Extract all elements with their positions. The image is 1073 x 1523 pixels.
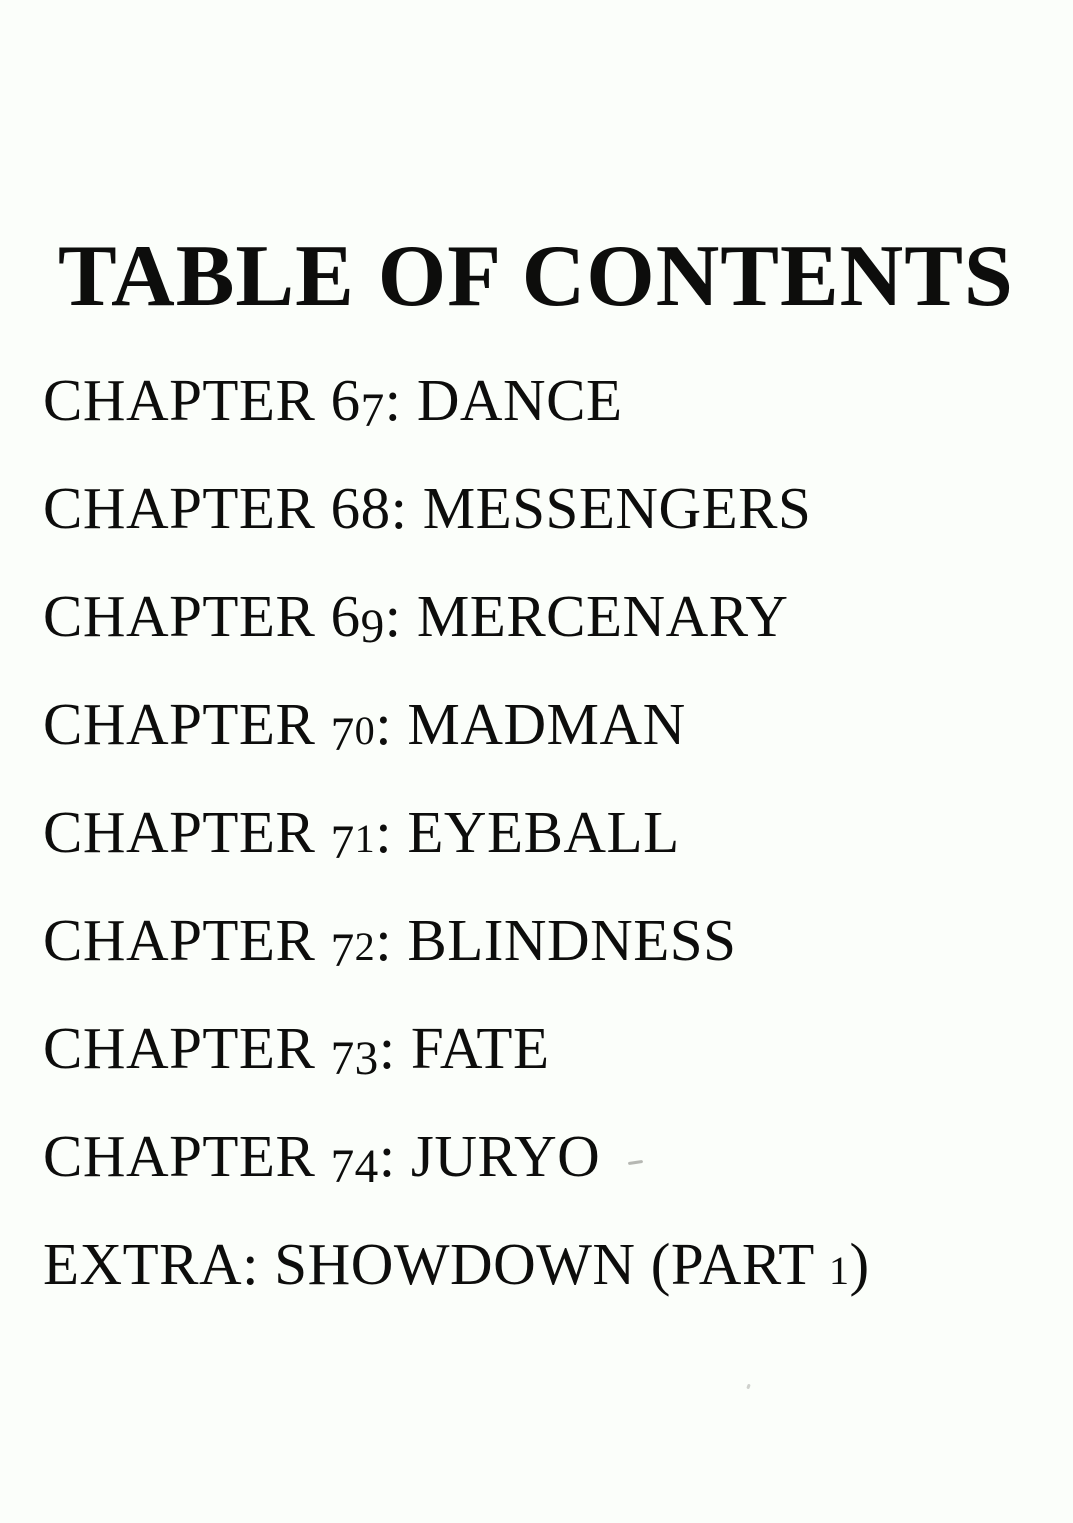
- toc-entry-chapter-72: CHAPTER 72: BLINDNESS: [43, 907, 737, 978]
- toc-entry-extra-showdown: EXTRA: SHOWDOWN (PART 1): [43, 1231, 870, 1297]
- toc-entry-chapter-69: CHAPTER 69: MERCENARY: [43, 583, 789, 654]
- scan-speck-dash: [628, 1160, 643, 1165]
- toc-entry-chapter-73: CHAPTER 73: FATE: [43, 1015, 550, 1086]
- toc-entry-chapter-67: CHAPTER 67: DANCE: [43, 367, 623, 438]
- page-title: TABLE OF CONTENTS: [58, 228, 1014, 325]
- scan-speck-dot: [746, 1384, 751, 1390]
- toc-entry-chapter-71: CHAPTER 71: EYEBALL: [43, 799, 680, 870]
- toc-entry-chapter-70: CHAPTER 70: MADMAN: [43, 691, 686, 762]
- toc-entry-chapter-68: CHAPTER 68: MESSENGERS: [43, 475, 812, 541]
- toc-entry-chapter-74: CHAPTER 74: JURYO: [43, 1123, 601, 1194]
